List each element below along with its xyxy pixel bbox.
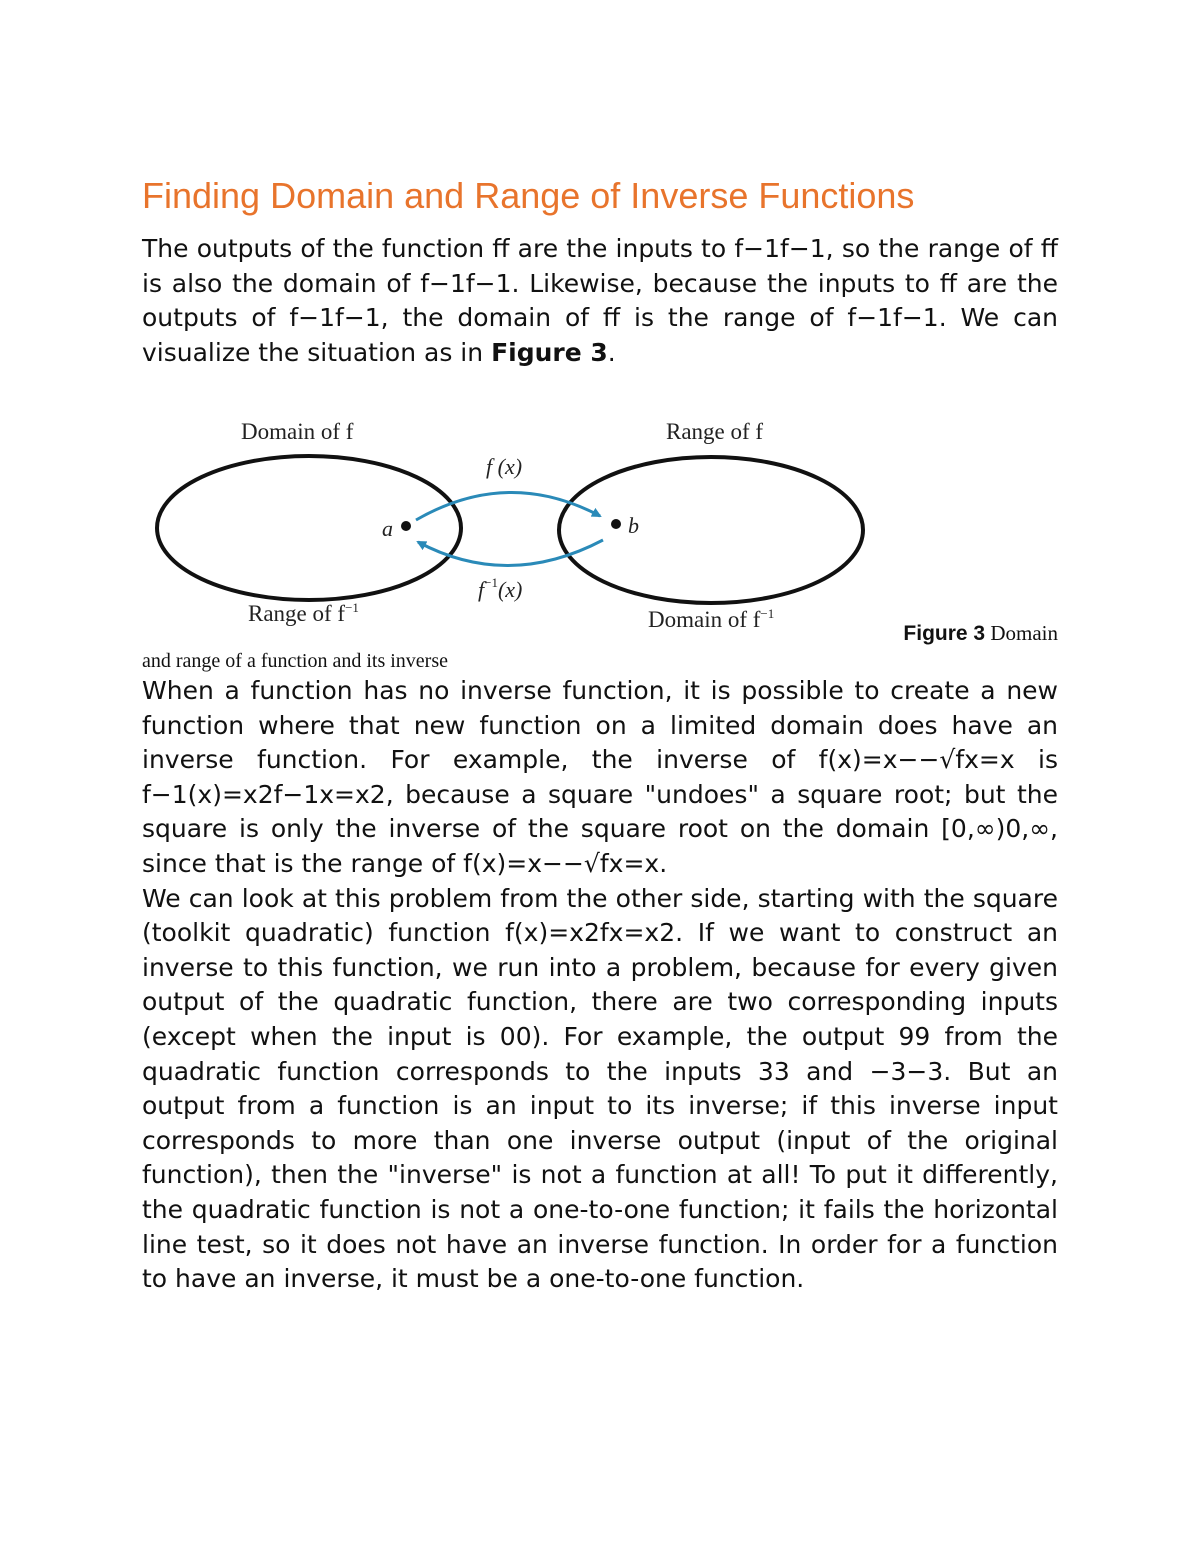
finv-label: [478, 575, 522, 602]
inverse-domain-paragraph: When a function has no inverse function, it is possible to create a new function where that new function on a limited domain does have an inverse function. For example, the inverse of f(x)=x−−√fx=x is f−1(x)=x2f−1x=x2, because a square "undoes" a square root; but the square is only the inverse of the square root on the domain [0,∞)0,∞, since that is the range of f(x)=x−−√fx=x.: [142, 676, 1058, 878]
label-range-sup: −1: [345, 600, 359, 615]
label-domain-of-f: Domain of f: [241, 419, 354, 444]
intro-paragraph: [142, 232, 1058, 370]
range-of-f-ellipse: [559, 457, 863, 603]
finv-arg: (x): [497, 577, 523, 602]
label-domain-of-f-inverse-text: Domain of f: [648, 607, 761, 632]
caption-figure-label: Figure 3: [903, 622, 986, 645]
finv-sup: −1: [484, 575, 498, 590]
figure-caption-line1: [880, 621, 1058, 646]
fx-label: f (x): [486, 454, 523, 479]
main-body: [142, 674, 1058, 1297]
point-a-dot: [401, 521, 411, 531]
label-domain-sup: −1: [760, 606, 775, 621]
domain-of-f-ellipse: [157, 456, 461, 600]
label-range-of-f-inverse-text: Range of f: [248, 601, 346, 626]
label-range-of-f: Range of f: [666, 419, 764, 444]
figure-reference: Figure 3: [491, 337, 608, 367]
caption-text-part1: Domain: [985, 621, 1058, 645]
intro-end: .: [607, 337, 616, 367]
intro-paragraph-text: [142, 232, 1058, 370]
section-heading: Finding Domain and Range of Inverse Functions: [142, 175, 915, 216]
point-b-dot: [611, 519, 621, 529]
label-domain-of-f-inverse: [648, 606, 774, 632]
label-range-of-f-inverse: [248, 600, 359, 626]
finv-base: f: [478, 577, 485, 602]
point-b-label: b: [628, 513, 639, 538]
point-a-label: a: [382, 516, 393, 541]
domain-range-figure: [148, 412, 878, 640]
intro-text: The outputs of the function ff are the inputs to f−1f−1, so the range of ff is also the domain of f−1f−1. Likewise, because the inputs to ff are the outputs of f−1f−1, the domain of ff is the range of f−1f−1. We can visualize the situation as in: [142, 234, 1058, 367]
quadratic-paragraph: We can look at this problem from the other side, starting with the square (toolkit quadratic) function f(x)=x2fx=x2. If we want to construct an inverse to this function, we run into a problem, because for every given output of the quadratic function, there are two corresponding inputs (except when the input is 00). For example, the output 99 from the quadratic function corresponds to the inputs 33 and −3−3. But an output from a function is an input to its inverse; if this inverse input corresponds to more than one inverse output (input of the original function), then the "inverse" is not a function at all! To put it differently, the quadratic function is not a one-to-one function; it fails the horizontal line test, so it does not have an inverse function. In order for a function to have an inverse, it must be a one-to-one function.: [142, 883, 1058, 1294]
figure-caption-line2: and range of a function and its inverse: [142, 650, 449, 672]
